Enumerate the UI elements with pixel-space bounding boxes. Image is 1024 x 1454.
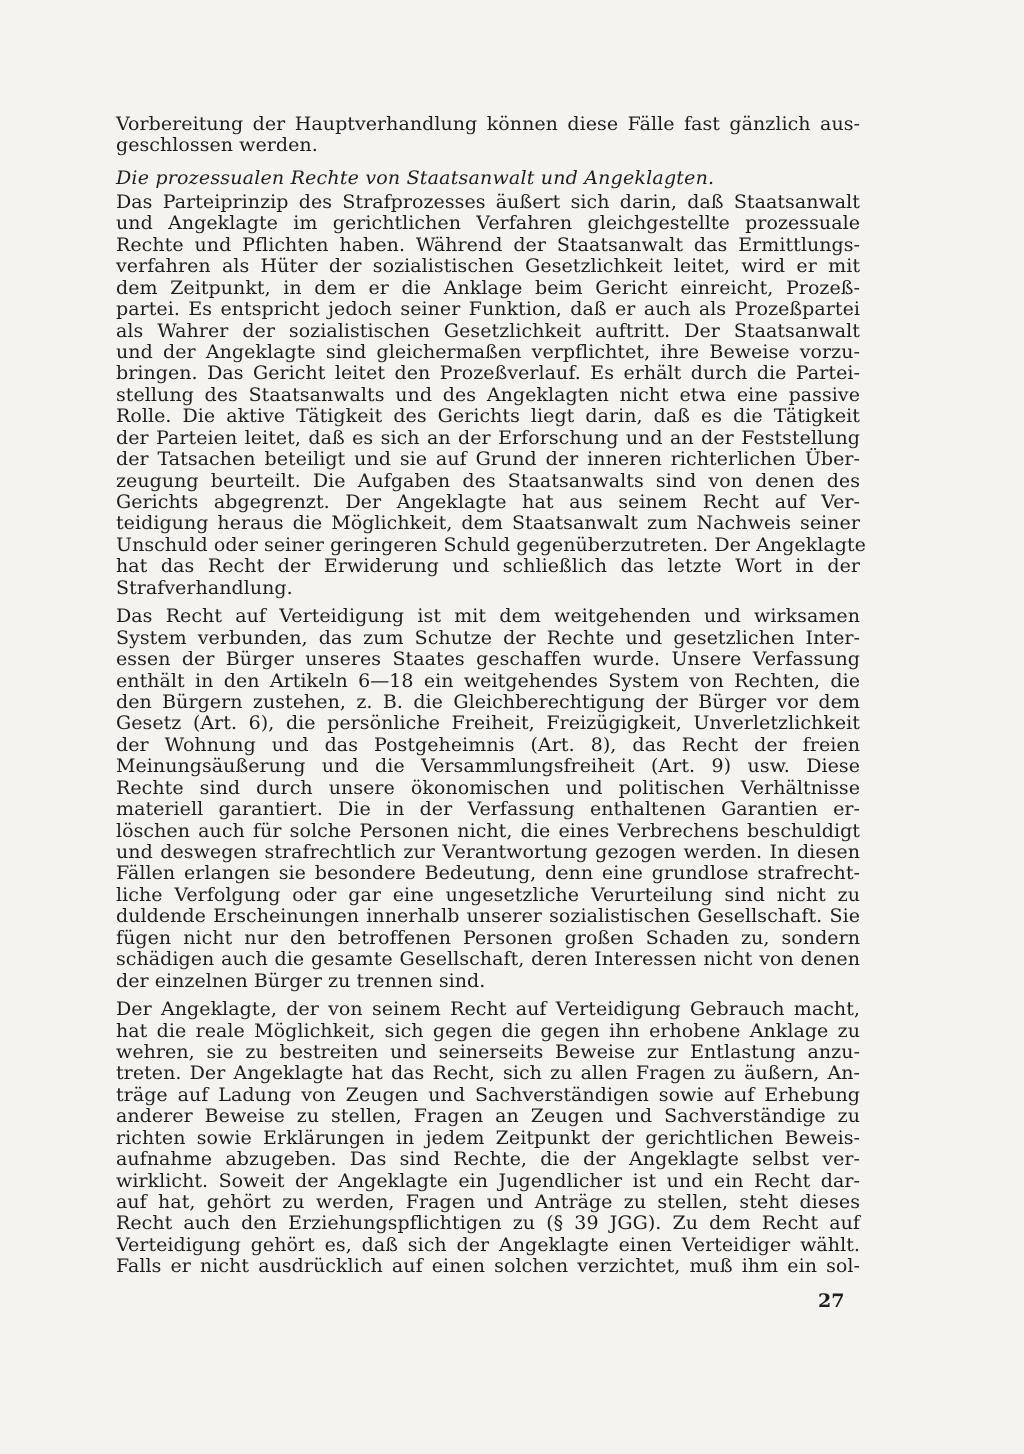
text-line: als Wahrer der sozialistischen Gesetzlichkeit auftritt. Der Staatsanwalt [116, 319, 860, 342]
text-line: träge auf Ladung von Zeugen und Sachverständigen sowie auf Erhebung [116, 1083, 860, 1106]
text-line: Recht auch den Erziehungspflichtigen zu (§ 39 JGG). Zu dem Recht auf [116, 1212, 860, 1235]
text-line: Der Angeklagte, der von seinem Recht auf Verteidigung Gebrauch macht, [116, 998, 860, 1021]
text-line: Strafverhandlung. [116, 576, 293, 599]
text-line: Rechte sind durch unsere ökonomischen und politischen Verhältnisse [116, 776, 860, 799]
text-line: den Bürgern zustehen, z. B. die Gleichberechtigung der Bürger vor dem [116, 690, 860, 713]
text-line: der Parteien leitet, daß es sich an der Erforschung und an der Feststellung [116, 426, 860, 449]
text-line: Das Parteiprinzip des Strafprozesses äußert sich darin, daß Staatsanwalt [116, 190, 860, 213]
text-line: wirklicht. Soweit der Angeklagte ein Jugendlicher ist und ein Recht dar- [116, 1169, 860, 1192]
text-line: stellung des Staatsanwalts und des Angeklagten nicht etwa eine passive [116, 383, 860, 406]
text-line: materiell garantiert. Die in der Verfassung enthaltenen Garantien er- [116, 798, 860, 821]
text-line: System verbunden, das zum Schutze der Rechte und gesetzlichen Inter- [116, 626, 860, 649]
page-number: 27 [818, 1290, 845, 1312]
text-line: schädigen auch die gesamte Gesellschaft, deren Interessen nicht von denen [116, 948, 860, 971]
text-line: duldende Erscheinungen innerhalb unserer sozialistischen Gesellschaft. Sie [116, 905, 860, 928]
text-line: der Tatsachen beteiligt und sie auf Grund der inneren richterlichen Über- [116, 448, 860, 471]
text-line: und deswegen strafrechtlich zur Verantwortung gezogen werden. In diesen [116, 841, 860, 863]
text-line: essen der Bürger unseres Staates geschaffen wurde. Unsere Verfassung [116, 648, 860, 671]
text-line: Verteidigung gehört es, daß sich der Angeklagte einen Verteidiger wählt. [116, 1233, 860, 1256]
text-line: treten. Der Angeklagte hat das Recht, sich zu allen Fragen zu äußern, An- [116, 1062, 860, 1085]
text-line: hat die reale Möglichkeit, sich gegen die gegen ihn erhobene Anklage zu [116, 1019, 860, 1042]
text-line: wehren, sie zu bestreiten und seinerseits Beweise zur Entlastung anzu- [116, 1040, 860, 1063]
paragraph-3 [116, 999, 860, 1278]
text-line: verfahren als Hüter der sozialistischen Gesetzlichkeit leitet, wird er mit [116, 255, 860, 278]
text-line: anderer Beweise zu stellen, Fragen an Zeugen und Sachverständige zu [116, 1105, 860, 1128]
text-line: hat das Recht der Erwiderung und schließlich das letzte Wort in der [116, 555, 860, 578]
text-line: teidigung heraus die Möglichkeit, dem Staatsanwalt zum Nachweis seiner [116, 512, 860, 535]
paragraph-2 [116, 606, 860, 992]
section-heading: Die prozessualen Rechte von Staatsanwalt und Angeklagten. [116, 166, 715, 189]
text-line: und Angeklagte im gerichtlichen Verfahren gleichgestellte prozessuale [116, 212, 860, 235]
text-line: geschlossen werden. [116, 134, 318, 157]
text-line: Das Recht auf Verteidigung ist mit dem weitgehenden und wirksamen [116, 605, 860, 628]
text-line: enthält in den Artikeln 6—18 ein weitgehendes System von Rechten, die [116, 669, 860, 692]
text-line: Rechte und Pflichten haben. Während der Staatsanwalt das Ermittlungs- [116, 233, 860, 256]
text-line: Gerichts abgegrenzt. Der Angeklagte hat aus seinem Recht auf Ver- [116, 491, 860, 513]
text-line: Fällen erlangen sie besondere Bedeutung, denn eine grundlose strafrecht- [116, 862, 860, 885]
text-line: auf hat, gehört zu werden, Fragen und Anträge zu stellen, steht dieses [116, 1191, 860, 1213]
text-line: Rolle. Die aktive Tätigkeit des Gerichts liegt darin, daß es die Tätigkeit [116, 405, 860, 428]
text-line: Falls er nicht ausdrücklich auf einen solchen verzichtet, muß ihm ein sol- [116, 1255, 860, 1278]
text-line: Unschuld oder seiner geringeren Schuld gegenüberzutreten. Der Angeklagte [116, 533, 866, 556]
text-line: zeugung beurteilt. Die Aufgaben des Staatsanwalts sind von denen des [116, 469, 860, 492]
intro-paragraph [116, 114, 860, 157]
text-line: dem Zeitpunkt, in dem er die Anklage beim Gericht einreicht, Prozeß- [116, 276, 860, 299]
text-line: Meinungsäußerung und die Versammlungsfreiheit (Art. 9) usw. Diese [116, 755, 860, 778]
text-line: aufnahme abzugeben. Das sind Rechte, die der Angeklagte selbst ver- [116, 1148, 860, 1171]
text-line: löschen auch für solche Personen nicht, die eines Verbrechens beschuldigt [116, 819, 860, 842]
text-line: liche Verfolgung oder gar eine ungesetzliche Verurteilung sind nicht zu [116, 883, 860, 906]
text-line: Gesetz (Art. 6), die persönliche Freiheit, Freizügigkeit, Unverletzlichkeit [116, 712, 860, 735]
text-line: partei. Es entspricht jedoch seiner Funktion, daß er auch als Prozeßpartei [116, 298, 860, 321]
text-line: und der Angeklagte sind gleichermaßen verpflichtet, ihre Beweise vorzu- [116, 340, 860, 363]
text-line: richten sowie Erklärungen in jedem Zeitpunkt der gerichtlichen Beweis- [116, 1126, 860, 1149]
text-line: Vorbereitung der Hauptverhandlung können diese Fälle fast gänzlich aus- [116, 113, 860, 135]
paragraph-1 [116, 190, 866, 599]
page-body [116, 113, 866, 1278]
text-line: bringen. Das Gericht leitet den Prozeßverlauf. Es erhält durch die Partei- [116, 362, 860, 385]
text-line: der Wohnung und das Postgeheimnis (Art. 8), das Recht der freien [116, 733, 860, 756]
text-line: der einzelnen Bürger zu trennen sind. [116, 969, 486, 992]
text-line: fügen nicht nur den betroffenen Personen großen Schaden zu, sondern [116, 926, 860, 949]
